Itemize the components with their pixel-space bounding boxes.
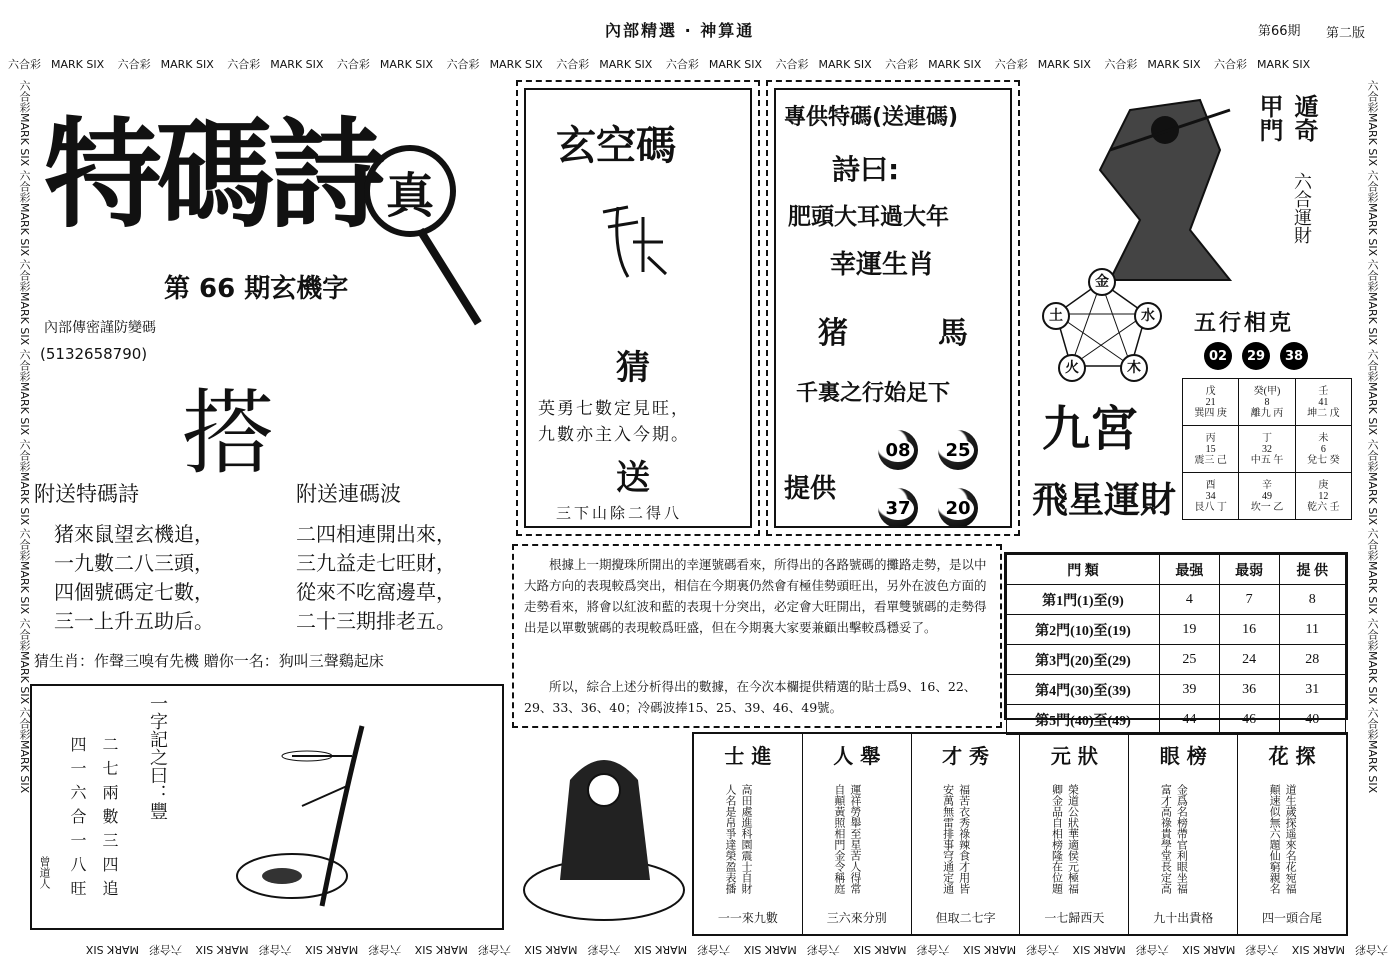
stats-cell: 46 bbox=[1219, 705, 1279, 735]
special-ball-1 bbox=[878, 430, 918, 470]
ball-number: 08 bbox=[882, 439, 913, 462]
stats-cell: 19 bbox=[1160, 615, 1220, 645]
brand-en: MARK SIX bbox=[1257, 58, 1311, 71]
brand-en: MARK SIX bbox=[18, 471, 31, 525]
scholar-poem: 榮道公狀華適侯元極福卿金品自相榜隆在位題 bbox=[1050, 784, 1080, 894]
poem-line: 一九數二八三頭， bbox=[54, 551, 214, 575]
grid-cell: 未 6 兌七 癸 bbox=[1295, 426, 1351, 473]
brand-cn: 六合彩 bbox=[18, 80, 31, 113]
qimen-title: 遁奇甲門 bbox=[1255, 94, 1318, 142]
poem-line: 四個號碼定七數， bbox=[54, 580, 214, 604]
scholar-poem: 高田處進科園震士自財人名是帛爭達榮盈表播 bbox=[724, 784, 753, 894]
brand-cn: 六合彩 bbox=[8, 58, 41, 71]
scholar-footer: 一七歸西天 bbox=[1044, 911, 1105, 925]
brand-en: MARK SIX bbox=[270, 58, 324, 71]
brand-cn: 六合彩 bbox=[697, 943, 731, 956]
stats-cell: 24 bbox=[1219, 645, 1279, 675]
edition-label: 第二版 bbox=[1326, 26, 1366, 41]
stats-cell: 44 bbox=[1160, 705, 1220, 735]
stats-cell: 8 bbox=[1279, 585, 1346, 615]
table-row bbox=[1007, 615, 1346, 645]
brand-cn: 六合彩 bbox=[1026, 943, 1060, 956]
brand-cn: 六合彩 bbox=[1245, 943, 1279, 956]
brand-cn: 六合彩 bbox=[18, 617, 31, 651]
brand-cn: 六合彩 bbox=[916, 943, 950, 956]
brand-cn: 六合彩 bbox=[1366, 80, 1379, 113]
stats-table bbox=[1006, 554, 1346, 735]
element-huo: 火 bbox=[1058, 354, 1086, 382]
element-jin: 金 bbox=[1088, 268, 1116, 296]
grid-cell: 丙 15 震三 己 bbox=[1183, 426, 1239, 473]
wuxing-ball-2: 29 bbox=[1242, 342, 1270, 370]
xuankong-line3: 三下山除二得八 bbox=[556, 504, 683, 522]
stats-cell: 第5門(40)至(49) bbox=[1007, 705, 1160, 735]
brand-cn: 六合彩 bbox=[994, 58, 1028, 71]
brand-cn: 六合彩 bbox=[1366, 617, 1379, 651]
poem1 bbox=[54, 520, 214, 636]
brand-cn: 六合彩 bbox=[1135, 943, 1169, 956]
scholar-col bbox=[912, 734, 1021, 934]
one-word-col2: 四一六合一八旺 bbox=[68, 736, 87, 904]
special-code-inner bbox=[774, 88, 1012, 528]
special-code-box bbox=[766, 80, 1020, 536]
brand-en: MARK SIX bbox=[1147, 58, 1201, 71]
ball-number: 20 bbox=[942, 497, 973, 520]
brand-cn: 六合彩 bbox=[477, 943, 511, 956]
brand-en: MARK SIX bbox=[18, 292, 31, 346]
brand-cn: 六合彩 bbox=[18, 707, 31, 741]
brand-en: MARK SIX bbox=[1037, 58, 1091, 71]
brand-en: MARK SIX bbox=[18, 381, 31, 436]
scholar-col bbox=[1020, 734, 1129, 934]
stats-header: 最强 bbox=[1160, 555, 1220, 585]
brand-cn: 六合彩 bbox=[227, 58, 261, 71]
scholar-poem: 運祥勞舉至星苦人得常自顛黃照相門金令稱庭 bbox=[832, 784, 862, 894]
motto: 千裏之行始足下 bbox=[796, 381, 951, 406]
magnifier-handle-icon bbox=[417, 228, 482, 326]
scholar-col bbox=[694, 734, 803, 934]
scholar-footer: 三六來分別 bbox=[826, 911, 887, 925]
brand-en: MARK SIX bbox=[51, 58, 105, 71]
brand-en: MARK SIX bbox=[305, 943, 359, 956]
brand-cn: 六合彩 bbox=[885, 58, 919, 71]
subtitle: 第 66 期玄機字 bbox=[164, 274, 349, 304]
title-block bbox=[34, 80, 504, 680]
provide-label: 提供 bbox=[784, 474, 837, 504]
brand-en: MARK SIX bbox=[1366, 113, 1379, 167]
deity-illustration bbox=[520, 730, 688, 930]
brand-cn: 六合彩 bbox=[1214, 58, 1248, 71]
poem2-title: 附送連碼波 bbox=[296, 482, 401, 506]
brand-cn: 六合彩 bbox=[258, 943, 292, 956]
phone-number: (5132658790) bbox=[40, 345, 148, 363]
issue-number: 第66期 bbox=[1258, 24, 1301, 39]
brand-cn: 六合彩 bbox=[587, 943, 621, 956]
badge-text: 真 bbox=[385, 167, 434, 224]
stats-cell: 第3門(20)至(29) bbox=[1007, 645, 1160, 675]
xuankong-title: 玄空碼 bbox=[556, 123, 676, 169]
grid-cell: 庚 12 乾六 壬 bbox=[1295, 473, 1351, 520]
brand-en: MARK SIX bbox=[962, 943, 1017, 956]
brand-cn: 六合彩 bbox=[18, 438, 31, 472]
brand-en: MARK SIX bbox=[1366, 292, 1379, 346]
analysis-box bbox=[512, 544, 1002, 728]
xuankong-inner bbox=[524, 88, 752, 528]
send-label: 送 bbox=[616, 458, 650, 498]
stats-cell: 16 bbox=[1219, 615, 1279, 645]
scholar-footer: 一一來九數 bbox=[717, 911, 778, 925]
brand-en: MARK SIX bbox=[414, 943, 468, 956]
big-character: 搭 bbox=[182, 380, 275, 487]
top-header bbox=[0, 14, 1391, 44]
brand-cn: 六合彩 bbox=[1366, 259, 1379, 293]
scholar-col bbox=[1238, 734, 1346, 934]
ball-number: 37 bbox=[882, 497, 913, 520]
scholar-poem: 金爲名榜帶官利眼坐福富才高祿貴學堂長定高 bbox=[1159, 784, 1189, 894]
brand-en: MARK SIX bbox=[1366, 202, 1379, 256]
brand-strip-right bbox=[1358, 80, 1380, 930]
ball-number: 25 bbox=[942, 439, 973, 462]
element-tu: 土 bbox=[1042, 302, 1070, 330]
guess-line: 猜生肖：作聲三嗅有先機 贈你一名：狗叫三聲鷄起床 bbox=[34, 652, 384, 670]
scholar-poem: 福苦衣秀祿辣食才用皆安萬無雷排事穹通定通 bbox=[941, 784, 971, 894]
scholar-title: 人 舉 bbox=[833, 744, 881, 768]
brand-cn: 六合彩 bbox=[1104, 58, 1138, 71]
brand-en: MARK SIX bbox=[1366, 381, 1379, 436]
brand-cn: 六合彩 bbox=[556, 58, 590, 71]
special-ball-3 bbox=[878, 488, 918, 528]
brand-cn: 六合彩 bbox=[775, 58, 809, 71]
poem-line: 二四相連開出來， bbox=[296, 522, 456, 546]
wuxing-ball-3: 38 bbox=[1280, 342, 1308, 370]
stats-cell: 7 bbox=[1219, 585, 1279, 615]
stats-cell: 第1門(1)至(9) bbox=[1007, 585, 1160, 615]
brand-cn: 六合彩 bbox=[1366, 707, 1379, 741]
jiugong-title: 九宮 bbox=[1042, 401, 1139, 457]
brand-en: MARK SIX bbox=[85, 943, 139, 956]
special-title: 專供特碼(送連碼) bbox=[784, 105, 959, 130]
scholar-col bbox=[1129, 734, 1238, 934]
main-title: 特碼詩 bbox=[44, 106, 381, 244]
wuxing-ball-1: 02 bbox=[1204, 342, 1232, 370]
guess-label: 猜 bbox=[616, 348, 650, 388]
grid-cell: 酉 34 艮八 丁 bbox=[1183, 473, 1239, 520]
poem-line: 從來不吃窩邊草， bbox=[296, 580, 456, 604]
poem1-title: 附送特碼詩 bbox=[34, 482, 139, 506]
brand-strip-left bbox=[10, 80, 32, 930]
brand-en: MARK SIX bbox=[524, 943, 578, 956]
poem-label: 詩曰: bbox=[832, 153, 900, 186]
talisman-icon bbox=[598, 202, 668, 282]
special-ball-2 bbox=[938, 430, 978, 470]
poem-line: 二十三期排老五。 bbox=[296, 609, 456, 633]
brand-en: MARK SIX bbox=[18, 740, 31, 794]
grid-cell: 戊 21 巽四 庚 bbox=[1183, 379, 1239, 426]
brand-cn: 六合彩 bbox=[148, 943, 182, 956]
poem-line: 猪來鼠望玄機追， bbox=[54, 522, 214, 546]
feixing-title: 飛星運財 bbox=[1032, 480, 1177, 521]
one-word-col1: 二七兩數三四追 bbox=[100, 736, 119, 904]
analysis-para1: 根據上一期攪珠所開出的幸運號碼看來，所得出的各路號碼的攤路走勢，是以中大路方向的表現較爲突出，相信在今期裏仍然會有極佳勢頭旺出，另外在波色方面的走勢看來，將會以紅波和藍的表現十分突出，必定會大旺開出，看單雙號碼的走勢得出是以單數號碼的表現較爲旺盛，但在今期裏大家要兼顧出擊較爲穩妥了。 bbox=[524, 557, 987, 635]
one-word-title: 一字記之曰：豐 bbox=[147, 694, 168, 820]
wuxing-diagram bbox=[1036, 266, 1166, 386]
warrior-illustration bbox=[1090, 90, 1240, 290]
scholar-col bbox=[803, 734, 912, 934]
wuxing-title: 五行相克 bbox=[1194, 311, 1295, 336]
brand-cn: 六合彩 bbox=[1366, 528, 1379, 562]
scholar-poem: 道生歲探遥來名花宛福顛速似無六題仙窮親名 bbox=[1268, 784, 1298, 894]
brand-en: MARK SIX bbox=[1072, 943, 1126, 956]
brand-en: MARK SIX bbox=[1366, 561, 1379, 615]
stats-cell: 31 bbox=[1279, 675, 1346, 705]
special-ball-4 bbox=[938, 488, 978, 528]
brand-cn: 六合彩 bbox=[18, 348, 31, 382]
stats-cell: 25 bbox=[1160, 645, 1220, 675]
poem2 bbox=[296, 520, 456, 636]
brand-en: MARK SIX bbox=[1366, 740, 1379, 794]
brand-en: MARK SIX bbox=[743, 943, 797, 956]
stats-cell: 36 bbox=[1219, 675, 1279, 705]
signature: 曾道人 bbox=[38, 856, 51, 889]
brand-en: MARK SIX bbox=[18, 202, 31, 256]
brand-cn: 六合彩 bbox=[117, 58, 151, 71]
brand-en: MARK SIX bbox=[489, 58, 543, 71]
nine-palace-grid bbox=[1182, 378, 1352, 522]
brand-en: MARK SIX bbox=[1291, 943, 1345, 956]
table-row bbox=[1007, 675, 1346, 705]
brand-en: MARK SIX bbox=[599, 58, 653, 71]
brand-en: MARK SIX bbox=[18, 113, 31, 167]
stats-cell: 28 bbox=[1279, 645, 1346, 675]
brand-cn: 六合彩 bbox=[18, 169, 31, 203]
brand-cn: 六合彩 bbox=[665, 58, 699, 71]
brand-strip-bottom bbox=[8, 936, 1388, 958]
analysis-para2: 所以，綜合上述分析得出的數據，在今次本欄提供精選的貼士爲9、16、22、29、33、36、40；冷碼波捧15、25、39、46、49號。 bbox=[524, 679, 977, 715]
scholar-title: 眼 榜 bbox=[1159, 744, 1207, 768]
stats-cell: 40 bbox=[1279, 705, 1346, 735]
stats-cell: 第2門(10)至(19) bbox=[1007, 615, 1160, 645]
brand-en: MARK SIX bbox=[708, 58, 762, 71]
stats-table-box bbox=[1004, 552, 1348, 729]
table-row bbox=[1007, 645, 1346, 675]
zodiac-1: 猪 bbox=[818, 316, 848, 351]
brand-cn: 六合彩 bbox=[368, 943, 402, 956]
brand-en: MARK SIX bbox=[853, 943, 907, 956]
stats-cell: 11 bbox=[1279, 615, 1346, 645]
scholar-footer: 九十出貴格 bbox=[1153, 911, 1214, 925]
xuankong-box bbox=[516, 80, 760, 536]
scholar-title: 士 進 bbox=[724, 744, 772, 768]
stats-cell: 第4門(30)至(39) bbox=[1007, 675, 1160, 705]
table-row bbox=[1007, 705, 1346, 735]
brand-en: MARK SIX bbox=[1182, 943, 1236, 956]
grid-cell: 壬 41 坤二 戊 bbox=[1295, 379, 1351, 426]
brand-cn: 六合彩 bbox=[18, 528, 31, 562]
brand-en: MARK SIX bbox=[1366, 471, 1379, 525]
scholar-title: 才 秀 bbox=[942, 744, 990, 768]
stats-cell: 4 bbox=[1160, 585, 1220, 615]
scholar-title: 元 狀 bbox=[1050, 744, 1098, 768]
element-mu: 木 bbox=[1120, 354, 1148, 382]
title-badge bbox=[364, 145, 456, 237]
stats-header: 門 類 bbox=[1007, 555, 1160, 585]
grid-cell: 癸(甲) 8 離九 丙 bbox=[1239, 379, 1295, 426]
one-word-box bbox=[30, 684, 504, 930]
brand-cn: 六合彩 bbox=[446, 58, 480, 71]
grid-cell: 辛 49 坎一 乙 bbox=[1239, 473, 1295, 520]
brand-cn: 六合彩 bbox=[336, 58, 370, 71]
xuankong-line2: 九數亦主入今期。 bbox=[538, 425, 690, 445]
scholar-footer: 但取二七字 bbox=[935, 911, 996, 925]
brand-en: MARK SIX bbox=[818, 58, 872, 71]
bamboo-illustration bbox=[232, 716, 402, 916]
brand-cn: 六合彩 bbox=[1366, 348, 1379, 382]
scholar-title: 花 探 bbox=[1268, 744, 1316, 768]
lucky-label: 幸運生肖 bbox=[830, 250, 935, 280]
poem-line: 三九益走七旺財， bbox=[296, 551, 456, 575]
brand-en: MARK SIX bbox=[160, 58, 214, 71]
brand-en: MARK SIX bbox=[928, 58, 982, 71]
xuankong-line1: 英勇七數定見旺， bbox=[538, 399, 690, 419]
brand-en: MARK SIX bbox=[634, 943, 688, 956]
stats-header: 提 供 bbox=[1279, 555, 1346, 585]
stats-header: 最弱 bbox=[1219, 555, 1279, 585]
scholars-box bbox=[692, 732, 1348, 936]
table-row bbox=[1007, 585, 1346, 615]
grid-cell: 丁 32 中五 午 bbox=[1239, 426, 1295, 473]
poem-line: 三一上升五助后。 bbox=[54, 609, 214, 633]
header-title: 內部精選 · 神算通 bbox=[605, 21, 755, 40]
brand-en: MARK SIX bbox=[18, 561, 31, 615]
brand-en: MARK SIX bbox=[18, 650, 31, 704]
scholar-footer: 四一頭合尾 bbox=[1262, 911, 1323, 925]
brand-cn: 六合彩 bbox=[1366, 438, 1379, 472]
brand-cn: 六合彩 bbox=[1355, 943, 1388, 956]
zodiac-2: 馬 bbox=[938, 316, 968, 351]
brand-en: MARK SIX bbox=[195, 943, 249, 956]
brand-en: MARK SIX bbox=[379, 58, 434, 71]
stats-cell: 39 bbox=[1160, 675, 1220, 705]
right-panel bbox=[1026, 80, 1356, 540]
brand-cn: 六合彩 bbox=[18, 259, 31, 293]
brand-cn: 六合彩 bbox=[806, 943, 840, 956]
liuhe-title: 六合運財 bbox=[1291, 172, 1312, 244]
poem-line: 肥頭大耳過大年 bbox=[788, 204, 949, 230]
brand-en: MARK SIX bbox=[1366, 650, 1379, 704]
brand-strip-top bbox=[8, 56, 1388, 78]
brand-cn: 六合彩 bbox=[1366, 169, 1379, 203]
element-shui: 水 bbox=[1134, 302, 1162, 330]
secret-note: 內部傳密謹防變碼 bbox=[44, 320, 156, 336]
